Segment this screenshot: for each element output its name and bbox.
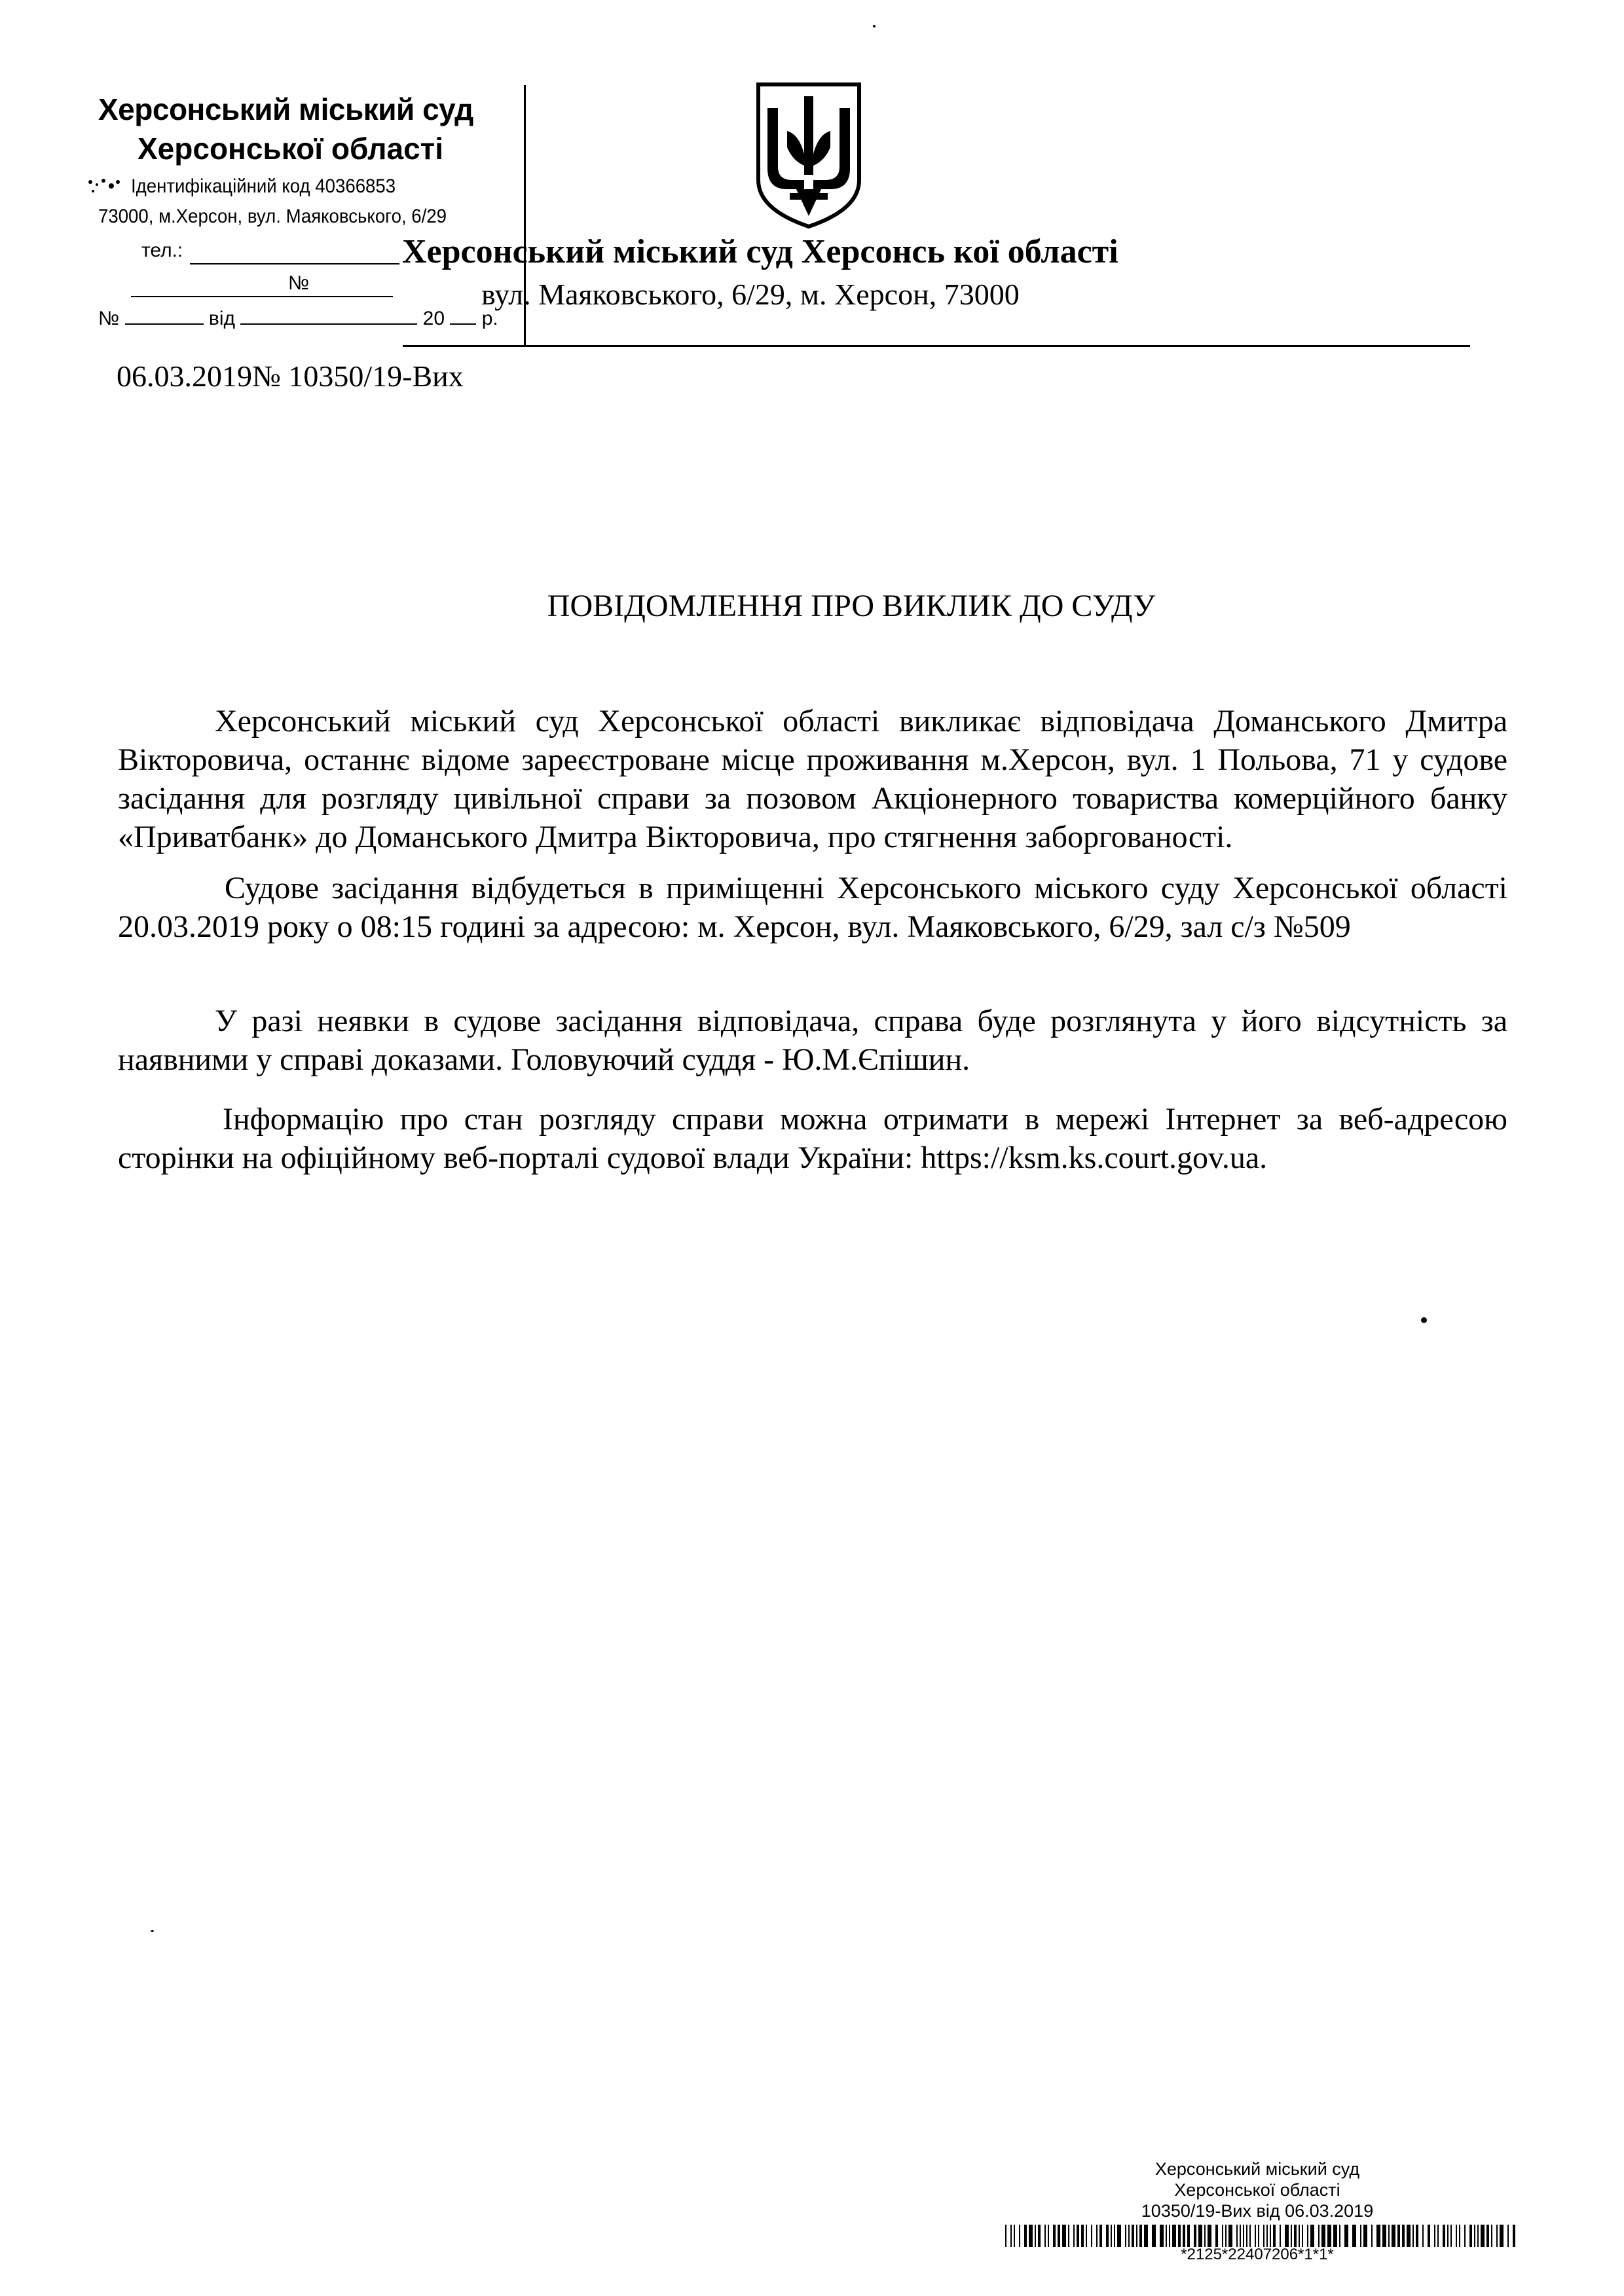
barcode-court-name: Херсонський міський суд bbox=[1154, 2159, 1360, 2179]
stamp-reg-label: № bbox=[98, 308, 120, 329]
barcode-icon bbox=[1005, 2225, 1516, 2247]
header-divider bbox=[403, 345, 1470, 347]
stamp-region: Херсонської області bbox=[138, 132, 443, 166]
registration-stamp bbox=[92, 92, 530, 354]
stamp-from-label: від bbox=[208, 308, 235, 329]
stamp-court-name: Херсонський міський суд bbox=[98, 92, 473, 126]
stamp-tel-line bbox=[190, 263, 399, 264]
stamp-smudge bbox=[85, 175, 124, 202]
barcode-region: Херсонської області bbox=[1174, 2180, 1340, 2200]
notice-paragraph-1 bbox=[118, 702, 1507, 856]
court-address: вул. Маяковського, 6/29, м. Херсон, 73000 bbox=[481, 278, 1020, 311]
scan-speck bbox=[1421, 1317, 1427, 1323]
stamp-year-suffix: р. bbox=[481, 308, 498, 329]
stamp-no-line bbox=[131, 296, 393, 297]
paragraph-text: Херсонський міський суд Херсонської області викликає відповідача Доманського Дмитра Вікторовича, останнє відоме зареєстроване місце проживання м.Херсон, вул. 1 Польова, 71 у судове засідання для розгляду цивільної справи за позовом Акціонерного товариства комерційного банку «Приватбанк» до Доманського Дмитра Вікторовича, про стягнення заборгованості. bbox=[118, 704, 1507, 854]
barcode-text: *2125*22407206*1*1* bbox=[1181, 2246, 1334, 2263]
stamp-id-code: Ідентифікаційний код 40366853 bbox=[131, 175, 396, 197]
stamp-tel-label: тел.: bbox=[141, 240, 183, 261]
stamp-year-prefix: 20 bbox=[422, 308, 445, 329]
scan-speck bbox=[151, 1930, 154, 1932]
paragraph-text: Судове засідання відбудеться в приміщенні Херсонського міського суду Херсонської області 20.03.2019 року о 08:15 годині за адресою: м. Херсон, вул. Маяковського, 6/29, зал с/з №509 bbox=[118, 871, 1507, 944]
stamp-address: 73000, м.Херсон, вул. Маяковського, 6/29 bbox=[98, 206, 447, 227]
registration-barcode-block bbox=[995, 2159, 1519, 2296]
scan-speck bbox=[873, 25, 876, 27]
paragraph-text: Інформацію про стан розгляду справи можна отримати в мережі Інтернет за веб-адресою сторінки на офіційному веб-порталі судової влади України: https://ksm.ks.court.gov.ua. bbox=[118, 1102, 1507, 1175]
notice-paragraph-3 bbox=[118, 1002, 1507, 1079]
barcode-reference: 10350/19-Вих від 06.03.2019 bbox=[1141, 2201, 1374, 2221]
notice-paragraph-4 bbox=[118, 1100, 1507, 1177]
paragraph-text: У разі неявки в судове засідання відповідача, справа буде розглянута у його відсутність за наявними у справі доказами. Головуючий суддя - Ю.М.Єпішин. bbox=[118, 1004, 1507, 1077]
notice-paragraph-2 bbox=[118, 869, 1507, 946]
stamp-no-label: № bbox=[288, 272, 310, 294]
court-name-heading: Херсонський міський суд Херсонсь кої області bbox=[402, 233, 1118, 270]
outgoing-reference: 06.03.2019№ 10350/19-Вих bbox=[117, 359, 464, 393]
notice-title: ПОВІДОМЛЕННЯ ПРО ВИКЛИК ДО СУДУ bbox=[547, 589, 1156, 623]
ukraine-trident-icon bbox=[753, 82, 864, 229]
stamp-reg-row bbox=[98, 308, 498, 330]
